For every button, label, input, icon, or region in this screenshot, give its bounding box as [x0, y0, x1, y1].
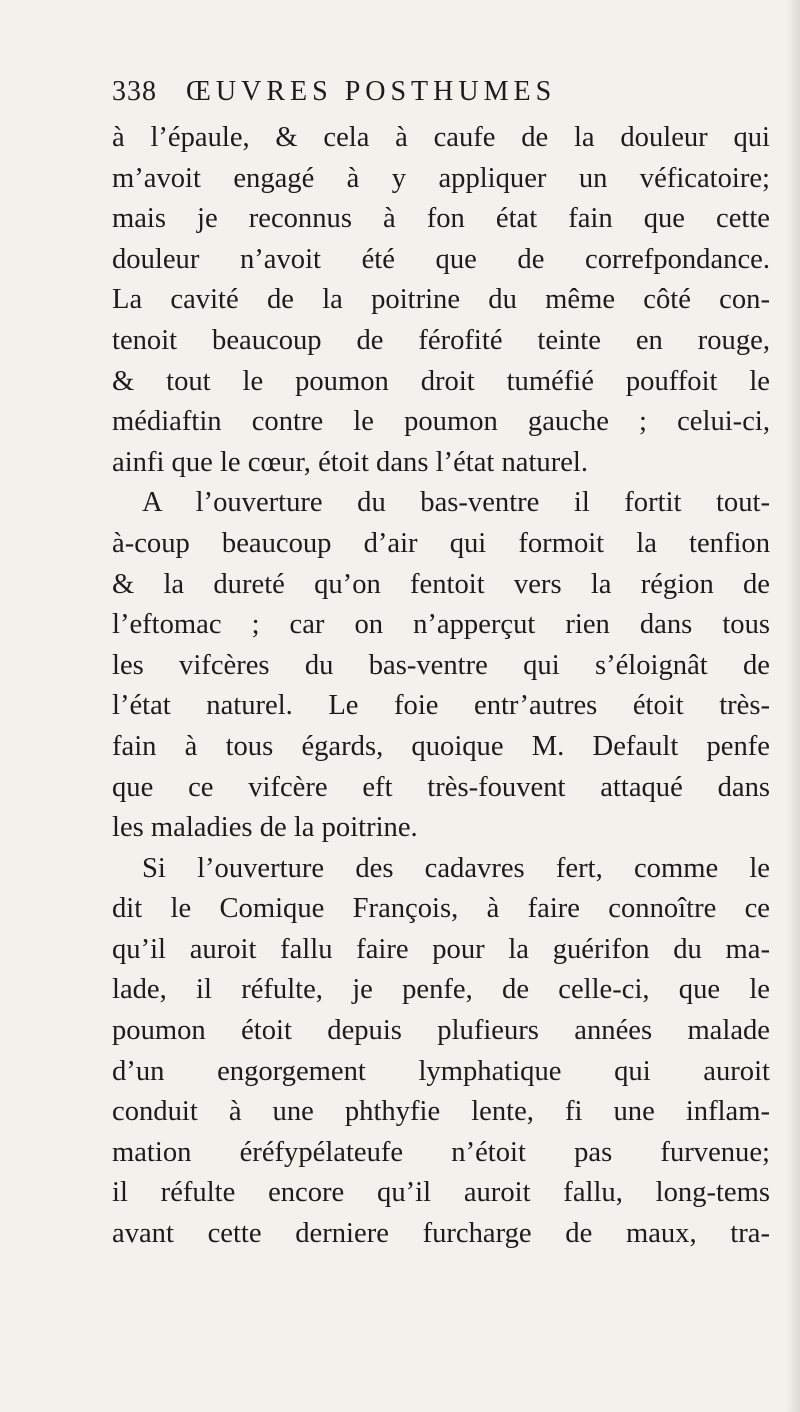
text-line: les maladies de la poitrine. [112, 812, 418, 844]
text-line: il réfulte encore qu’il auroit fallu, long-tems [112, 1177, 770, 1209]
text-line: qu’il auroit fallu faire pour la guérifon du ma- [112, 933, 770, 965]
text-line: l’eftomac ; car on n’apperçut rien dans tous [112, 609, 770, 641]
text-line: tenoit beaucoup de férofité teinte en rouge, [112, 324, 770, 356]
text-line: à-coup beaucoup d’air qui formoit la tenfion [112, 527, 770, 559]
text-line: La cavité de la poitrine du même côté con- [112, 284, 770, 316]
text-line: & la dureté qu’on fentoit vers la région de [112, 568, 770, 600]
page-edge-shadow [786, 0, 800, 1412]
text-line: d’un engorgement lymphatique qui auroit [112, 1055, 770, 1087]
running-title: ŒUVRES POSTHUMES [186, 76, 557, 107]
text-line: médiaftin contre le poumon gauche ; celui-ci, [112, 406, 770, 438]
body-text [112, 118, 770, 1255]
text-line: fain à tous égards, quoique M. Default penfe [112, 730, 770, 762]
page-header [112, 76, 692, 116]
text-line: A l’ouverture du bas-ventre il fortit tout- [142, 487, 770, 519]
text-line: & tout le poumon droit tuméfié pouffoit le [112, 365, 770, 397]
text-line: ainfi que le cœur, étoit dans l’état naturel. [112, 446, 589, 478]
text-line: conduit à une phthyfie lente, fi une inflam- [112, 1096, 770, 1128]
text-line: mais je reconnus à fon état fain que cette [112, 203, 770, 235]
text-line: à l’épaule, & cela à caufe de la douleur qui [112, 122, 770, 153]
text-line: poumon étoit depuis plufieurs années malade [112, 1015, 770, 1047]
text-line: lade, il réfulte, je penfe, de celle-ci, que le [112, 974, 770, 1006]
text-line: mation éréfypélateufe n’étoit pas furvenue; [112, 1136, 770, 1168]
text-line: que ce vifcère eft très-fouvent attaqué dans [112, 771, 770, 803]
text-line: les vifcères du bas-ventre qui s’éloignât de [112, 649, 770, 681]
text-line: avant cette derniere furcharge de maux, tra- [112, 1218, 770, 1250]
text-line: dit le Comique François, à faire connoître ce [112, 893, 770, 925]
text-line: m’avoit engagé à y appliquer un véficatoire; [112, 162, 770, 194]
text-line: l’état naturel. Le foie entr’autres étoit très- [112, 690, 770, 722]
text-line: Si l’ouverture des cadavres fert, comme le [142, 852, 770, 884]
page-number: 338 [112, 76, 157, 107]
text-line: douleur n’avoit été que de correfpondance. [112, 243, 770, 275]
